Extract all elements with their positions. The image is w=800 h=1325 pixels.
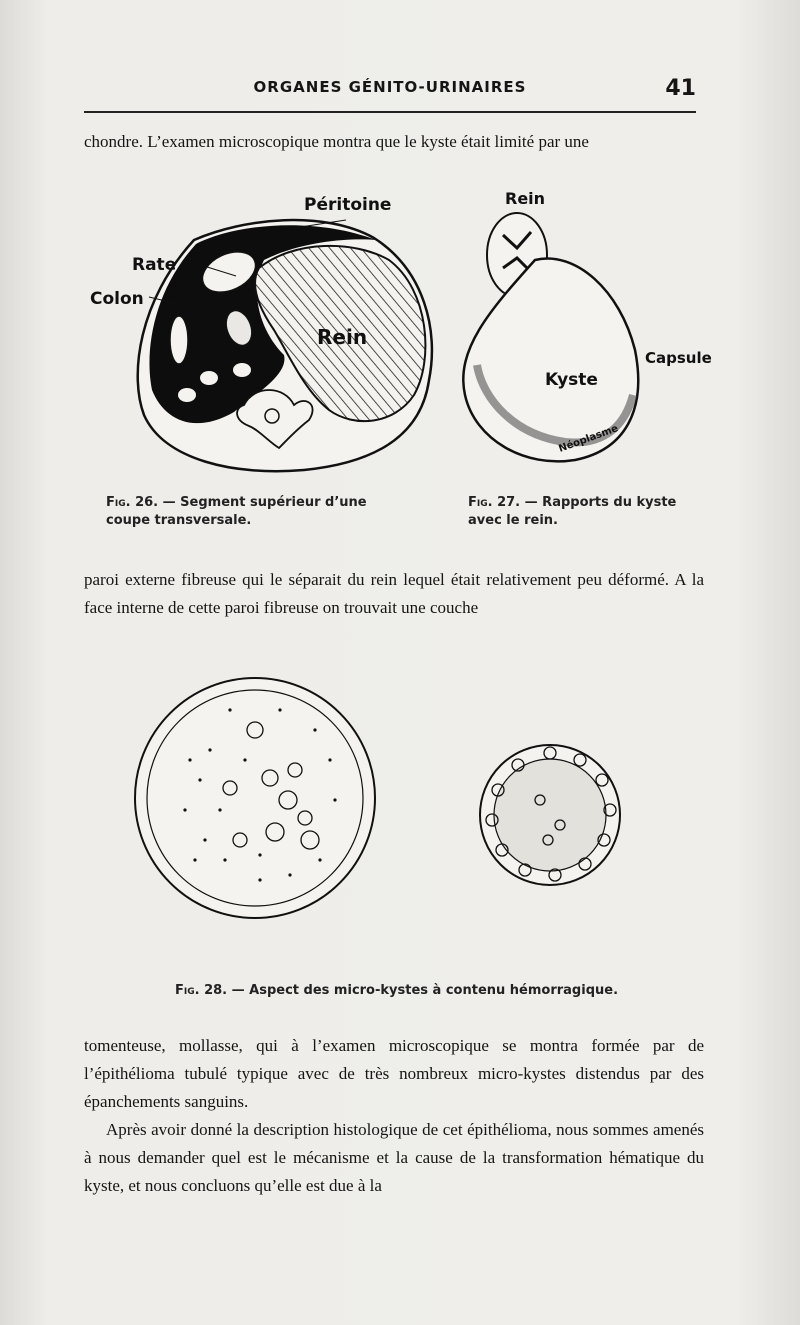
fig26-caption [106,494,406,530]
fig26-label-peritoine: Péritoine [304,195,392,215]
paragraph-bottom-text: tomenteuse, mollasse, qui à l’examen microscopique se montra formée par de l’épithélioma tubulé typique avec de très nombreux micro-kystes distendus par des épanchements sanguins. [84,1036,704,1111]
paragraph-last-text: Après avoir donné la description histologique de cet épithélioma, nous sommes amenés à nous demander quel est le mécanisme et la cause de la transformation hématique du kyste, et nous concluons qu’elle est due à la [84,1120,704,1195]
fig27-label-capsule: Capsule [645,349,712,367]
fig27-caption-text: — Rapports du kyste avec le rein. [468,495,677,528]
fig26-colon [170,316,188,364]
paragraph-top-text: chondre. L’examen microscopique montra que le kyste était limité par une [84,132,589,151]
running-head: ORGANES GÉNITO-URINAIRES [253,78,527,96]
fig28-caption-text: — Aspect des micro-kystes à contenu hémorragique. [231,983,619,998]
fig26-label-rate: Rate [132,255,177,275]
figure-28 [130,650,650,960]
fig26-label-rein: Rein [317,325,368,349]
header-rule [84,111,696,113]
page-header [84,76,696,100]
fig27-label-rein: Rein [505,189,546,208]
fig26-caption-text: — Segment supérieur d’une coupe transversale. [106,495,367,528]
fig27-label-kyste: Kyste [545,370,598,390]
figure-27 [455,180,715,480]
fig26-label-colon: Colon [90,289,144,309]
fig27-label-neoplasme: Néoplasme [557,423,620,455]
page-number: 41 [665,76,696,101]
fig27-caption [468,494,708,530]
paragraph-top [84,128,704,156]
fig28-caption-number: Fig. 28. [175,983,228,998]
paragraph-last [84,1116,704,1200]
fig26-caption-number: Fig. 26. [106,495,159,510]
paragraph-bottom [84,1032,704,1116]
figure-26 [84,180,454,480]
paragraph-mid [84,566,704,622]
paragraph-mid-text: paroi externe fibreuse qui le séparait du rein lequel était relativement peu déformé. A la face interne de cette paroi fibreuse on trouvait une couche [84,570,704,617]
fig28-caption [175,982,645,1000]
fig27-caption-number: Fig. 27. [468,495,521,510]
fig28-large-cyst [135,678,375,918]
